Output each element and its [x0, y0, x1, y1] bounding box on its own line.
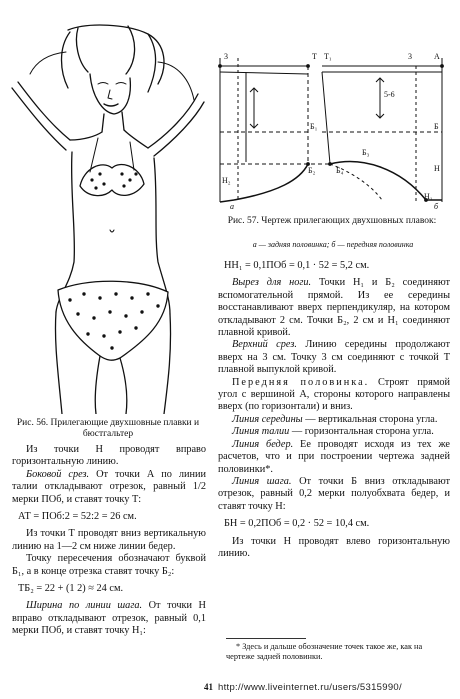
label-h1: H₁ — [424, 192, 433, 201]
label-b1: Б₁ — [310, 122, 318, 131]
right-formula-hh1: НН₁ = 0,1ПОб = 0,1 · 52 = 5,2 см. — [224, 260, 370, 271]
right-paragraph-step-line: Линия шага. От точки Б вниз откладывают отрезок, равный 0,2 мерки полуобхвата бедер, и ставят точку Н: — [218, 475, 451, 512]
left-paragraph-4: Точку пересечения обозначают буквой Б₁, а в конце отрезка ставят точку Б₂: — [12, 553, 206, 577]
label-t: T — [312, 52, 317, 61]
figure-56-illustration — [8, 22, 208, 414]
label-3b: 3 — [408, 52, 412, 61]
label-t1: T₁ — [324, 52, 332, 61]
pattern-diagram — [212, 52, 452, 212]
figure-37-pattern-drawing — [212, 52, 452, 212]
right-formula-bh: БН = 0,2ПОб = 0,2 · 52 = 10,4 см. — [224, 518, 370, 530]
label-a: A — [434, 52, 440, 61]
label-h2: H₂ — [222, 176, 231, 185]
label-b2: Б₂ — [308, 166, 316, 175]
left-paragraph-3: Из точки Т проводят вниз вертикальную линию на 1—2 см ниже линии бедер. — [12, 528, 206, 552]
woman-swimsuit-drawing — [8, 22, 208, 414]
label-b4: Б₄ — [336, 166, 344, 175]
label-5-6: 5-6 — [384, 90, 395, 99]
left-formula-at: АТ = ПОб:2 = 52:2 = 26 см. — [18, 511, 137, 523]
label-b3: Б₃ — [362, 148, 370, 157]
right-paragraph-leg-cut: Вырез для ноги. Точки Н₁ и Б₂ соединяют вспомогательной прямой. Из ее середины восстанавливают вверх перпендикуляр, на котором откладывают 2 см. Точки Б₂, 2 см и Н₁ соединяют плавной кривой. — [218, 277, 450, 339]
label-h: H — [434, 164, 440, 173]
label-b-panel: б — [434, 202, 439, 211]
footnote: * Здесь и дальше обозначение точек такое же, как на чертеже задней половинки. — [226, 642, 423, 661]
page-number: 41 — [204, 682, 213, 692]
right-paragraph-hip-line: Линия бедер. Ее проводят исходя из тех же расчетов, что и при построении чертежа задней половинки*. — [218, 438, 451, 475]
label-b: Б — [434, 122, 439, 131]
right-paragraph-center-line: Линия середины — вертикальная сторона угла. — [232, 413, 438, 425]
left-paragraph-side-cut: Боковой срез. От точки А по линии талии откладывают отрезок, равный 1/2 мерки ПОб, и ставят точку Т: — [12, 468, 206, 505]
footnote-divider — [226, 638, 306, 639]
left-paragraph-step-width: Ширина по линии шага. От точки Н вправо откладывают отрезок, равный 0,1 мерки ПОб, и ставят точку Н₁: — [12, 600, 206, 637]
figure-37-subcaption: а — задняя половинка; б — передняя половинка — [252, 240, 414, 249]
right-paragraph-last: Из точки Н проводят влево горизонтальную линию. — [218, 535, 450, 559]
left-text-column — [12, 444, 206, 638]
left-paragraph-1: Из точки Н проводят вправо горизонтальную линию. — [12, 444, 206, 468]
figure-56-caption: Рис. 56. Прилегающие двухшовные плавки и бюстгальтер — [16, 418, 200, 439]
right-paragraph-waist-line: Линия талии — горизонтальная сторона угла. — [232, 426, 434, 438]
label-a-panel: a — [230, 202, 234, 211]
right-paragraph-top-cut: Верхний срез. Линию середины продолжают вверх на 3 см. Точку 3 см соединяют с точкой Т плавной выпуклой кривой. — [218, 339, 450, 376]
label-3: 3 — [224, 52, 228, 61]
figure-37-caption: Рис. 57. Чертеж прилегающих двухшовных плавок: — [227, 216, 437, 226]
source-url: http://www.liveinternet.ru/users/5315990/ — [218, 682, 402, 693]
right-paragraph-front-half: Передняя половинка. Строят прямой угол с вершиной А, стороны которого направлены вверх (по горизонтали) и вниз. — [218, 376, 450, 413]
left-formula-tb2: ТБ₂ = 22 + (1 2) ≈ 24 см. — [18, 583, 124, 595]
right-text-column — [218, 260, 450, 560]
